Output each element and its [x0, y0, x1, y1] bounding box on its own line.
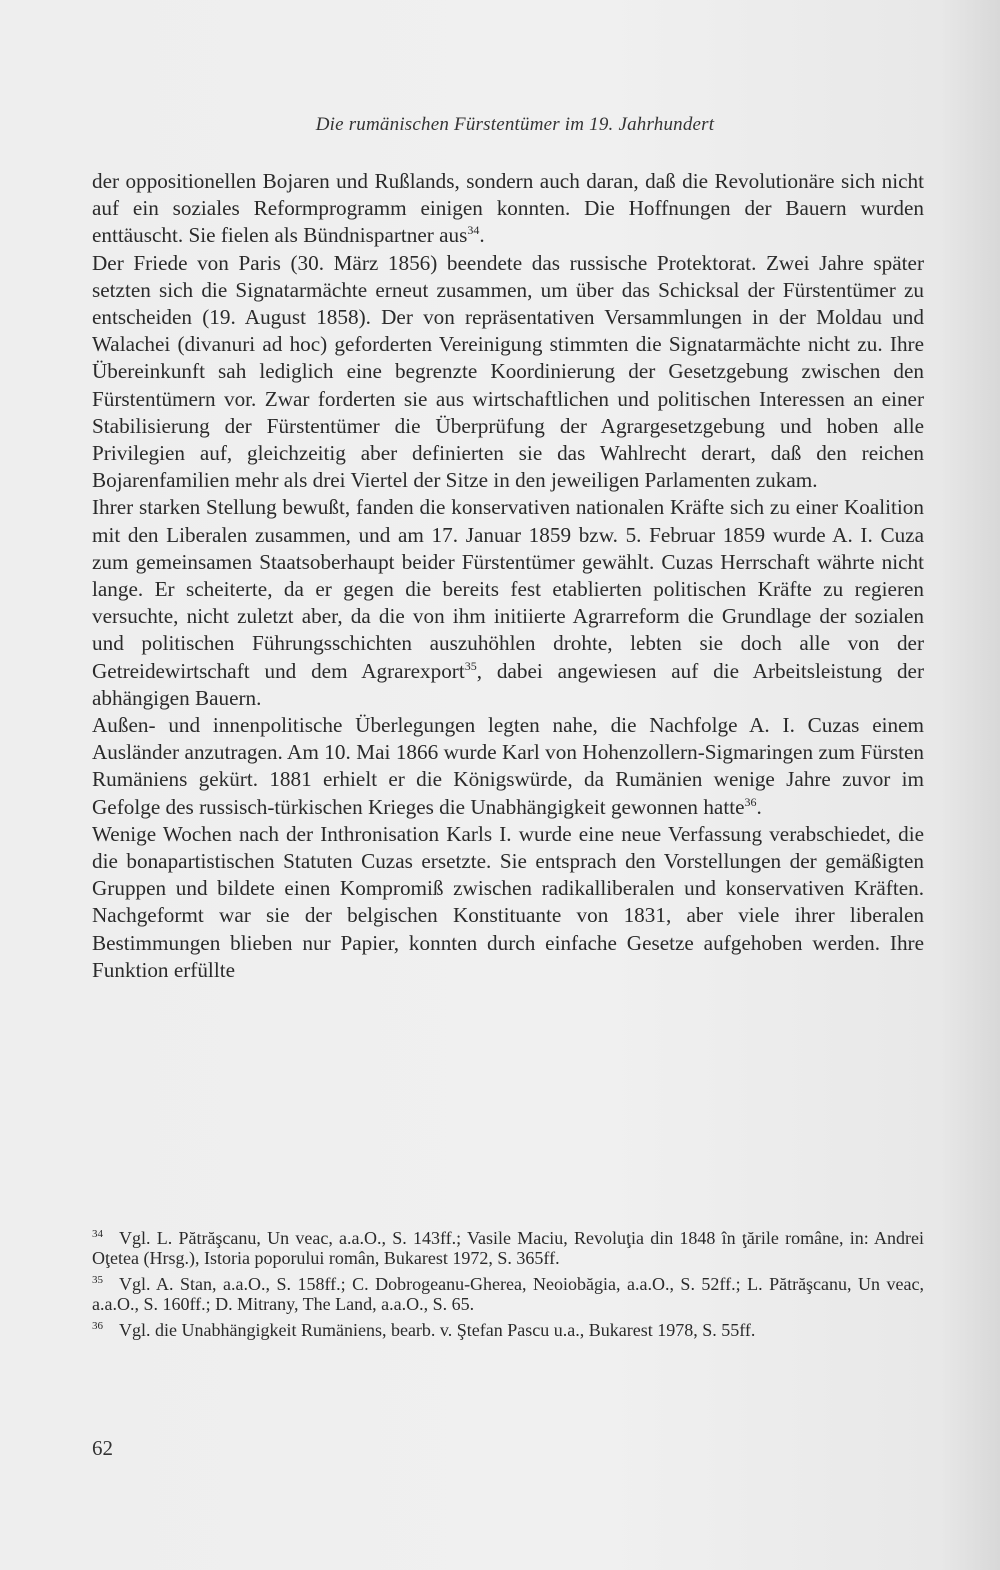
footnote-reference[interactable]: 34: [467, 223, 480, 238]
paragraph: [92, 250, 924, 495]
page-number: 62: [92, 1436, 113, 1460]
paragraph: [92, 712, 924, 821]
footnote-number: 35: [92, 1274, 103, 1286]
footnote-reference[interactable]: 35: [464, 658, 477, 673]
paragraph: [92, 168, 924, 250]
paragraph-text: .: [479, 223, 485, 248]
footnote: [92, 1274, 924, 1314]
footnotes: [92, 1228, 924, 1346]
footnote-number: 36: [92, 1320, 103, 1332]
footnote-text: Vgl. die Unabhängigkeit Rumäniens, bearb. v. Ştefan Pascu u.a., Bukarest 1978, S. 55ff.: [119, 1320, 756, 1340]
paragraph-text: , dabei angewiesen auf die Arbeitsleistung der abhängigen Bauern.: [92, 658, 924, 710]
footnote: [92, 1320, 924, 1340]
paragraph-text: .: [756, 794, 762, 819]
paragraph: [92, 494, 924, 712]
footnote-text: Vgl. A. Stan, a.a.O., S. 158ff.; C. Dobrogeanu-Gherea, Neoiobăgia, a.a.O., S. 52ff.; L. Pătrăşcanu, Un veac, a.a.O., S. 160ff.; D. Mitrany, The Land, a.a.O., S. 65.: [92, 1274, 924, 1314]
footnote-text: Vgl. L. Pătrăşcanu, Un veac, a.a.O., S. 143ff.; Vasile Maciu, Revoluţia din 1848 în ţările române, in: Andrei Oţetea (Hrsg.), Istoria poporului român, Bukarest 1972, S. 365ff.: [92, 1228, 924, 1268]
running-head: Die rumänischen Fürstentümer im 19. Jahrhundert: [315, 114, 715, 135]
paragraph-text: Ihrer starken Stellung bewußt, fanden die konservativen nationalen Kräfte sich zu einer Koalition mit den Liberalen zusammen, und am 17. Januar 1859 bzw. 5. Februar 1859 wurde A. I. Cuza zum gemeinsamen Staatsoberhaupt beider Fürstentümer gewählt. Cuzas Herrschaft währte nicht lange. Er scheiterte, da er gegen die bereits fest etablierten politischen Kräfte zu regieren versuchte, nicht zuletzt aber, da die von ihm initiierte Agrarreform die Grundlage der sozialen und politischen Führungsschichten auszuhöhlen drohte, lebten sie doch alle von der Getreidewirtschaft und dem Agrarexport: [92, 495, 924, 683]
body-text: [92, 168, 924, 984]
footnote: [92, 1228, 924, 1268]
paragraph-text: Außen- und innenpolitische Überlegungen legten nahe, die Nachfolge A. I. Cuzas einem Ausländer anzutragen. Am 10. Mai 1866 wurde Karl von Hohenzollern-Sigmaringen zum Fürsten Rumäniens gekürt. 1881 erhielt er die Königswürde, da Rumänien wenige Jahre zuvor im Gefolge des russisch-türkischen Krieges die Unabhängigkeit gewonnen hatte: [92, 713, 924, 819]
paragraph-text: der oppositionellen Bojaren und Rußlands, sondern auch daran, daß die Revolutionäre sich nicht auf ein soziales Reformprogramm einigen konnten. Die Hoffnungen der Bauern wurden enttäuscht. Sie fielen als Bündnispartner aus: [92, 169, 924, 248]
footnote-reference[interactable]: 36: [744, 794, 757, 809]
paragraph: [92, 821, 924, 984]
footnote-number: 34: [92, 1228, 103, 1240]
paragraph-text: Wenige Wochen nach der Inthronisation Karls I. wurde eine neue Verfassung verabschiedet, die die bonapartistischen Statuten Cuzas ersetzte. Sie entsprach den Vorstellungen der gemäßigten Gruppen und bildete einen Kompromiß zwischen radikalliberalen und konservativen Kräften. Nachgeformt war sie der belgischen Konstituante von 1831, aber viele ihrer liberalen Bestimmungen blieben nur Papier, konnten durch einfache Gesetze aufgehoben werden. Ihre Funktion erfüllte: [92, 821, 924, 982]
paragraph-text: Der Friede von Paris (30. März 1856) beendete das russische Protektorat. Zwei Jahre später setzten sich die Signatarmächte erneut zusammen, um über das Schicksal der Fürstentümer zu entscheiden (19. August 1858). Der von repräsentativen Versammlungen in der Moldau und Walachei (divanuri ad hoc) geforderten Vereinigung stimmten die Signatarmächte nicht zu. Ihre Übereinkunft sah lediglich eine begrenzte Koordinierung der Gesetzgebung zwischen den Fürstentümern vor. Zwar forderten sie aus wirtschaftlichen und politischen Interessen an einer Stabilisierung der Fürstentümer die Überprüfung der Agrargesetzgebung und hoben alle Privilegien auf, gleichzeitig aber definierten sie das Wahlrecht derart, daß den reichen Bojarenfamilien mehr als drei Viertel der Sitze in den jeweiligen Parlamenten zukam.: [92, 250, 924, 493]
